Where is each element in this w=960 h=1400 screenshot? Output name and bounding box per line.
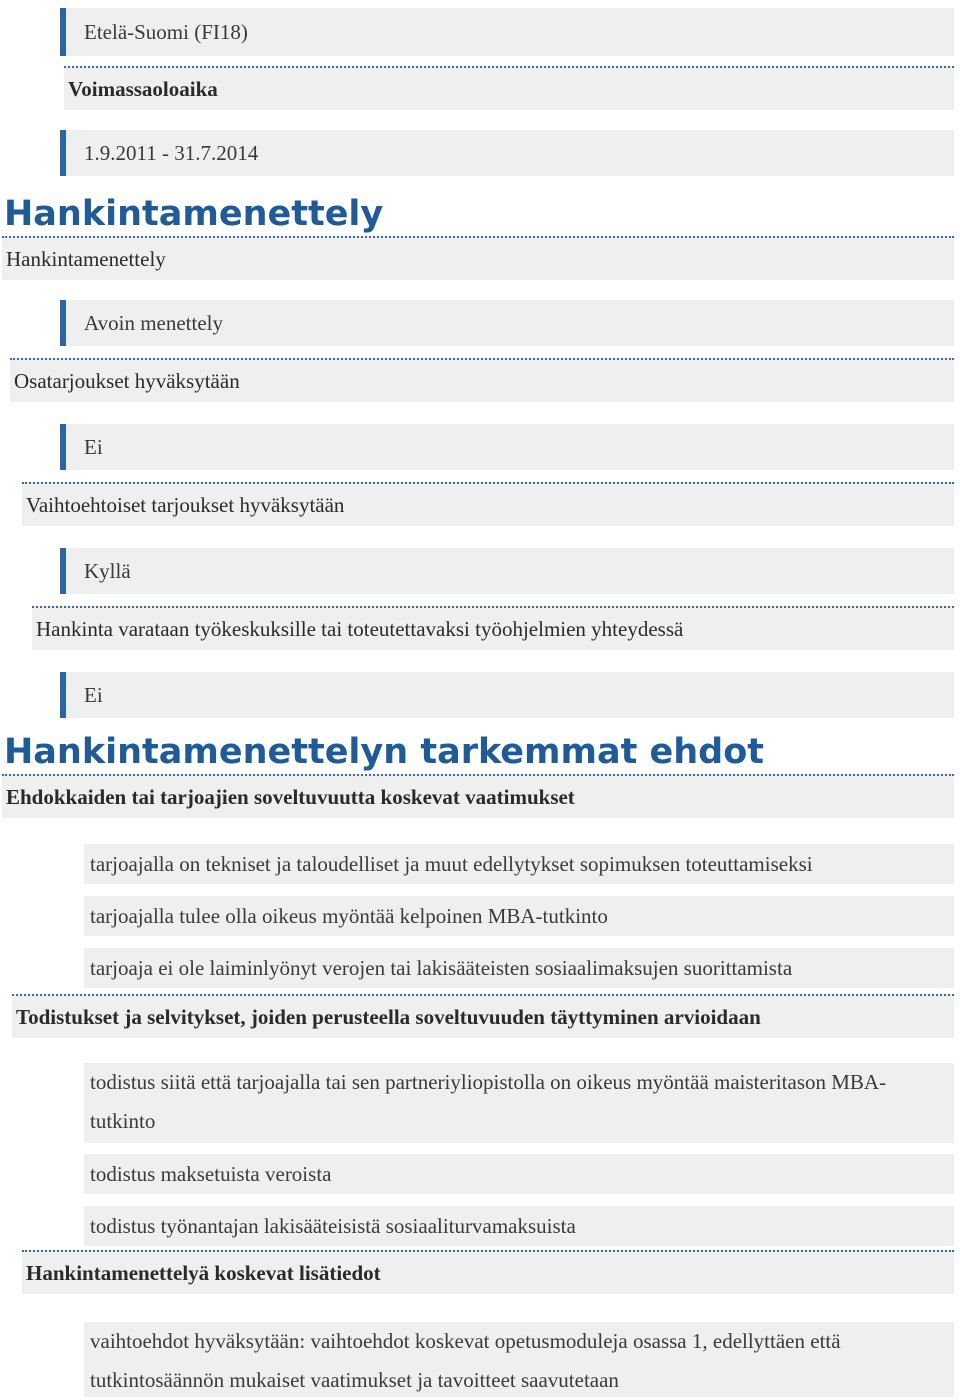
section-title-text: Hankintamenettelyn tarkemmat ehdot	[4, 732, 764, 772]
alternative-offers-value-row	[60, 548, 954, 594]
additional-info-label-row	[22, 1250, 954, 1294]
value-marker-bar	[60, 424, 66, 470]
list-item	[84, 1322, 954, 1397]
reserved-procurement-value-row	[60, 672, 954, 718]
list-item-text: tarjoajalla tulee olla oikeus myöntää kelpoinen MBA-tutkinto	[90, 903, 608, 928]
list-item-text: vaihtoehdot hyväksytään: vaihtoehdot koskevat opetusmoduleja osassa 1, edellyttäen että tutkintosäännön mukaiset vaatimukset ja tavoitteet saavutetaan	[90, 1329, 841, 1392]
list-item	[84, 1063, 954, 1143]
list-item	[84, 948, 954, 988]
list-item-text: todistus maksetuista veroista	[90, 1161, 332, 1186]
alternative-offers-value: Kyllä	[84, 558, 131, 583]
validity-value: 1.9.2011 - 31.7.2014	[84, 140, 259, 165]
procedure-type-value-row	[60, 300, 954, 346]
list-item-text: todistus työnantajan lakisääteisistä sosiaaliturvamaksuista	[90, 1213, 576, 1238]
procedure-type-value: Avoin menettely	[84, 310, 223, 335]
partial-offers-label: Osatarjoukset hyväksytään	[14, 368, 240, 393]
region-value: Etelä-Suomi (FI18)	[84, 19, 248, 44]
procedure-type-label: Hankintamenettely	[6, 246, 166, 271]
value-marker-bar	[60, 548, 66, 594]
region-value-row	[60, 8, 954, 56]
procedure-type-label-row	[2, 236, 954, 280]
list-item	[84, 1206, 954, 1246]
validity-label-row	[64, 66, 954, 110]
value-marker-bar	[60, 130, 66, 176]
requirements-label: Ehdokkaiden tai tarjoajien soveltuvuutta koskevat vaatimukset	[6, 784, 575, 809]
list-item	[84, 1154, 954, 1194]
list-item-text: tarjoajalla on tekniset ja taloudelliset ja muut edellytykset sopimuksen toteuttamiseksi	[90, 851, 813, 876]
validity-label: Voimassaoloaika	[68, 76, 218, 101]
value-marker-bar	[60, 672, 66, 718]
section-title-conditions	[4, 730, 954, 774]
value-marker-bar	[60, 300, 66, 346]
reserved-procurement-label-row	[32, 606, 954, 650]
reserved-procurement-label: Hankinta varataan työkeskuksille tai toteutettavaksi työohjelmien yhteydessä	[36, 616, 684, 641]
alternative-offers-label: Vaihtoehtoiset tarjoukset hyväksytään	[26, 492, 345, 517]
list-item-text: todistus siitä että tarjoajalla tai sen partneriyliopistolla on oikeus myöntää maisteritason MBA-tutkinto	[90, 1070, 887, 1133]
additional-info-label: Hankintamenettelyä koskevat lisätiedot	[26, 1260, 381, 1285]
list-item	[84, 896, 954, 936]
list-item	[84, 844, 954, 884]
validity-value-row	[60, 130, 954, 176]
section-title-text: Hankintamenettely	[4, 194, 384, 234]
alternative-offers-label-row	[22, 482, 954, 526]
certificates-label-row	[12, 994, 954, 1038]
partial-offers-value: Ei	[84, 434, 103, 459]
partial-offers-label-row	[10, 358, 954, 402]
list-item-text: tarjoaja ei ole laiminlyönyt verojen tai lakisääteisten sosiaalimaksujen suorittamista	[90, 955, 793, 980]
certificates-label: Todistukset ja selvitykset, joiden perusteella soveltuvuuden täyttyminen arvioidaan	[16, 1004, 761, 1029]
partial-offers-value-row	[60, 424, 954, 470]
reserved-procurement-value: Ei	[84, 682, 103, 707]
section-title-procedure	[4, 192, 954, 236]
value-marker-bar	[60, 8, 66, 56]
requirements-label-row	[2, 774, 954, 818]
